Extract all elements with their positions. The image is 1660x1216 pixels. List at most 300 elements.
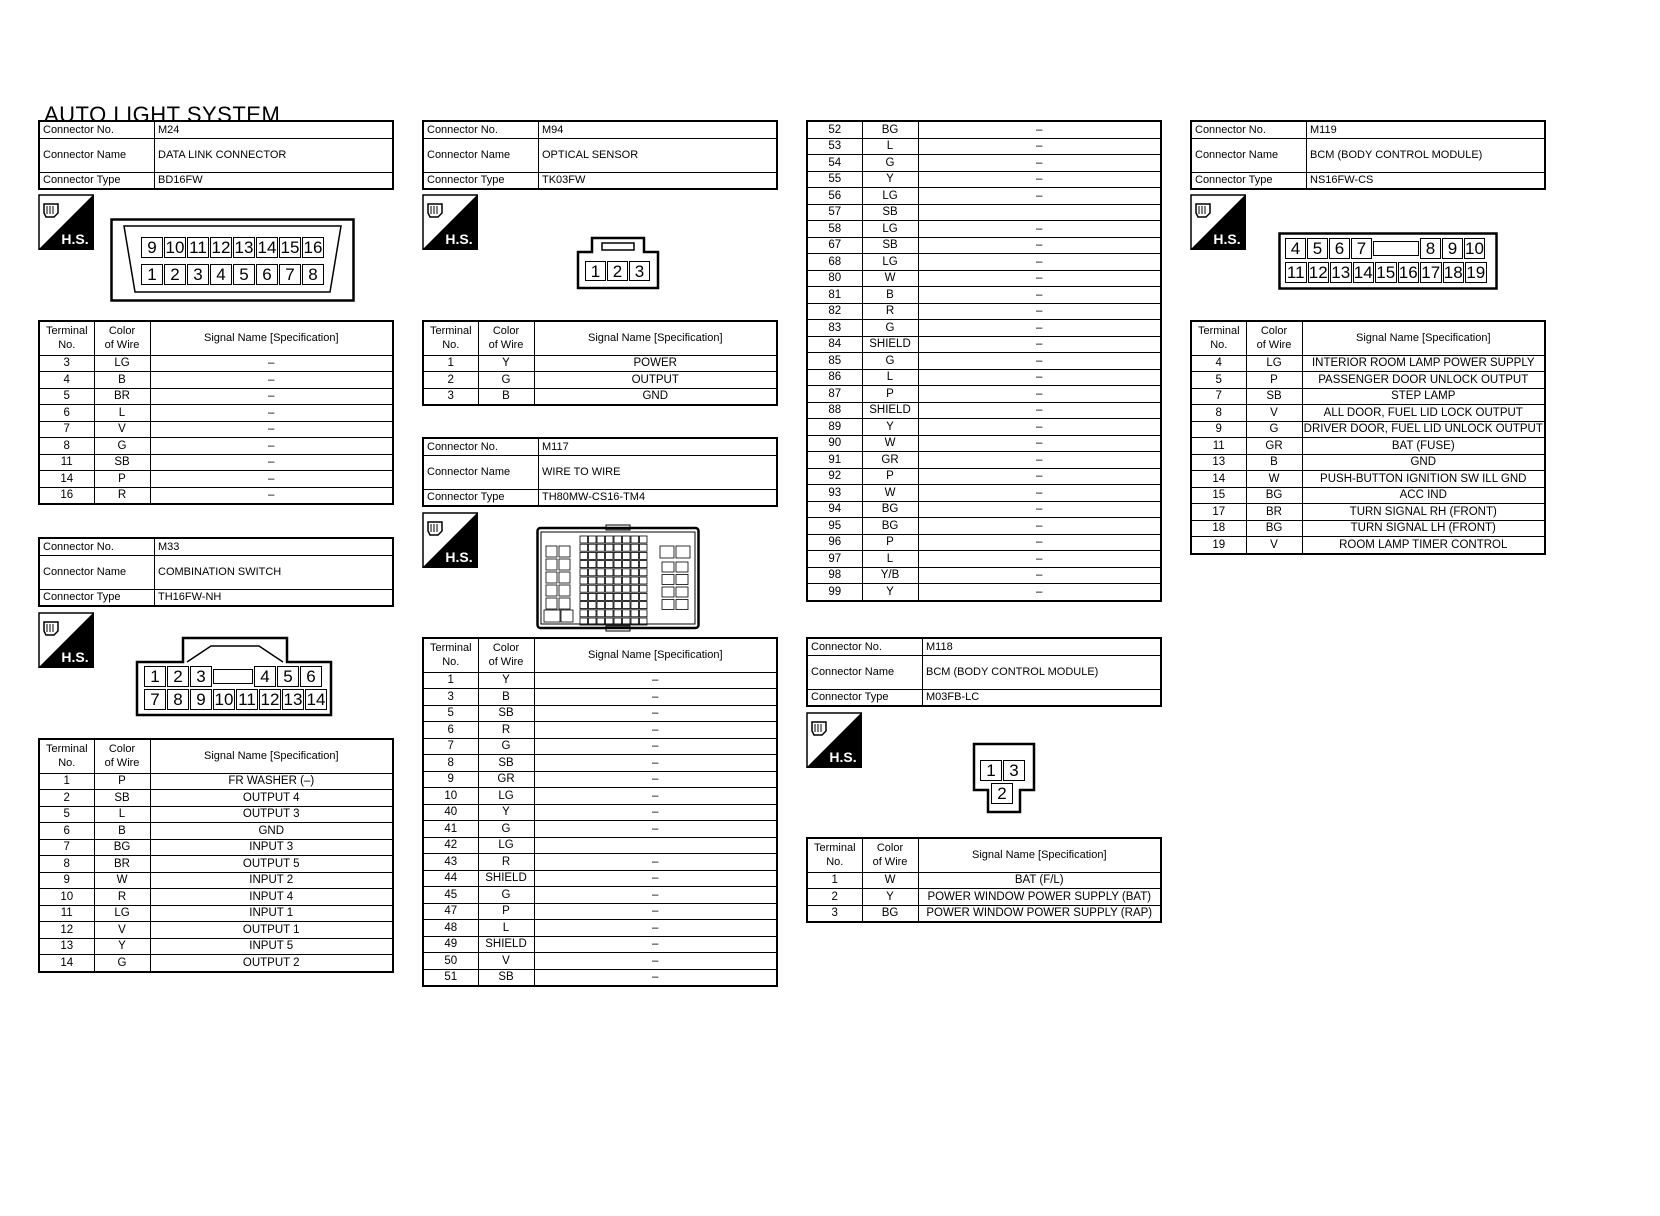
color-of-wire-header: Color of Wire	[94, 739, 150, 773]
table-row	[807, 121, 1161, 138]
wire-color-cell: BG	[862, 121, 918, 138]
signal-name-cell: OUTPUT 4	[150, 790, 393, 807]
signal-table-m24	[38, 320, 394, 505]
signal-name-cell: –	[918, 237, 1161, 254]
connector-cavity	[597, 585, 605, 592]
table-row	[1191, 388, 1545, 405]
wire-color-cell: W	[1246, 471, 1302, 488]
signal-name-cell: –	[534, 722, 777, 739]
terminal-no-cell: 8	[39, 856, 94, 873]
terminal-no-cell: 7	[1191, 388, 1246, 405]
signal-name-cell: POWER WINDOW POWER SUPPLY (BAT)	[918, 889, 1161, 906]
connector-pin: 1	[144, 666, 166, 687]
connector-cavity	[623, 552, 631, 559]
terminal-no-cell: 82	[807, 303, 862, 320]
signal-name-cell: –	[534, 771, 777, 788]
connector-cavity	[623, 593, 631, 600]
terminal-no-cell: 93	[807, 485, 862, 502]
terminal-no-cell: 55	[807, 171, 862, 188]
terminal-no-header: Terminal No.	[39, 739, 94, 773]
wire-color-cell: SHIELD	[478, 870, 534, 887]
terminal-no-cell: 51	[423, 969, 478, 986]
connector-pin: 3	[1003, 760, 1025, 781]
table-row	[39, 355, 393, 372]
connector-cavity	[580, 577, 588, 584]
signal-name-cell: OUTPUT	[534, 372, 777, 389]
table-row	[423, 722, 777, 739]
signal-name-cell: –	[918, 402, 1161, 419]
signal-name-header: Signal Name [Specification]	[918, 838, 1161, 872]
signal-name-cell: –	[534, 755, 777, 772]
connector-pin: 1	[585, 261, 606, 281]
terminal-no-cell: 85	[807, 353, 862, 370]
color-of-wire-header: Color of Wire	[478, 321, 534, 355]
connector-pin: 10	[1465, 239, 1484, 258]
table-row	[1191, 454, 1545, 471]
wire-color-cell: LG	[94, 355, 150, 372]
table-row	[423, 372, 777, 389]
connector-type-value: TH16FW-NH	[155, 589, 394, 606]
wire-color-cell: W	[862, 872, 918, 889]
connector-cavity	[559, 572, 570, 583]
connector-cavity	[580, 569, 588, 576]
terminal-no-cell: 17	[1191, 504, 1246, 521]
signal-name-header: Signal Name [Specification]	[150, 321, 393, 355]
connector-pin: 3	[629, 261, 650, 281]
connector-pin: 8	[167, 689, 189, 710]
connector-cavity	[662, 575, 674, 585]
connector-cavity	[580, 544, 588, 551]
connector-name-value: COMBINATION SWITCH	[155, 555, 394, 589]
signal-name-cell: POWER	[534, 355, 777, 372]
connector-pin: 9	[190, 689, 212, 710]
table-row	[39, 405, 393, 422]
connector-cavity	[580, 602, 588, 609]
table-row	[807, 320, 1161, 337]
wire-color-cell: R	[94, 487, 150, 504]
table-row	[807, 872, 1161, 889]
wire-color-cell: L	[94, 806, 150, 823]
wire-color-cell: V	[1246, 537, 1302, 554]
terminal-no-cell: 54	[807, 155, 862, 172]
terminal-no-cell: 58	[807, 221, 862, 238]
signal-name-cell: –	[534, 689, 777, 706]
table-row	[807, 221, 1161, 238]
connector-pin: 8	[1420, 238, 1441, 259]
signal-name-cell: –	[918, 188, 1161, 205]
signal-name-cell: –	[534, 854, 777, 871]
signal-name-header: Signal Name [Specification]	[150, 739, 393, 773]
connector-pin: 14	[257, 238, 277, 257]
table-row	[423, 689, 777, 706]
table-row	[807, 336, 1161, 353]
connector-pin: 15	[280, 238, 300, 257]
signal-name-cell: –	[534, 804, 777, 821]
connector-cavity	[606, 585, 614, 592]
connector-cavity	[589, 544, 597, 551]
connector-cavity	[676, 546, 690, 558]
table-row	[39, 922, 393, 939]
connector-cavity	[597, 610, 605, 617]
connector-cavity	[640, 561, 648, 568]
wire-color-cell: LG	[478, 788, 534, 805]
wire-color-cell: SB	[862, 237, 918, 254]
signal-name-cell: –	[534, 936, 777, 953]
wire-color-cell: LG	[1246, 355, 1302, 372]
wire-color-cell: P	[478, 903, 534, 920]
table-row	[423, 755, 777, 772]
connector-pin: 4	[1285, 238, 1306, 259]
connector-cavity	[623, 585, 631, 592]
signal-name-cell: –	[918, 369, 1161, 386]
terminal-no-cell: 15	[1191, 487, 1246, 504]
pin-face-m24	[141, 237, 325, 287]
signal-name-cell: –	[918, 419, 1161, 436]
connector-cavity	[640, 544, 648, 551]
signal-name-cell: –	[150, 454, 393, 471]
table-row	[39, 454, 393, 471]
connector-cavity	[606, 536, 614, 543]
connector-pin: 11	[187, 237, 209, 258]
hs-label: H.S.	[1213, 231, 1241, 247]
signal-name-cell: –	[918, 138, 1161, 155]
terminal-no-cell: 6	[423, 722, 478, 739]
connector-no-label: Connector No.	[39, 538, 155, 555]
connector-cavity	[580, 593, 588, 600]
connector-pin: 6	[300, 666, 322, 687]
wire-color-cell: L	[94, 405, 150, 422]
terminal-no-cell: 44	[423, 870, 478, 887]
table-row	[807, 270, 1161, 287]
wire-color-cell: SB	[478, 705, 534, 722]
terminal-no-cell: 7	[39, 839, 94, 856]
signal-name-cell	[534, 837, 777, 854]
signal-name-cell: –	[534, 920, 777, 937]
signal-name-cell: ROOM LAMP TIMER CONTROL	[1302, 537, 1545, 554]
terminal-no-cell: 12	[39, 922, 94, 939]
wire-color-cell: P	[94, 773, 150, 790]
connector-pin: 6	[256, 264, 278, 285]
wire-color-cell: G	[478, 738, 534, 755]
connector-no-value: M33	[155, 538, 394, 555]
signal-name-cell: –	[150, 388, 393, 405]
signal-name-cell: –	[150, 405, 393, 422]
terminal-no-cell: 84	[807, 336, 862, 353]
wire-color-cell: V	[94, 421, 150, 438]
signal-name-cell: –	[918, 534, 1161, 551]
connector-pin: 15	[1376, 263, 1396, 282]
connector-cavity	[640, 577, 648, 584]
connector-pin: 10	[165, 238, 185, 257]
hs-label: H.S.	[61, 231, 89, 247]
color-of-wire-header: Color of Wire	[1246, 321, 1302, 355]
signal-name-cell: –	[534, 969, 777, 986]
terminal-no-header: Terminal No.	[423, 638, 478, 672]
harness-side-icon	[422, 512, 478, 568]
connector-cavity	[676, 575, 688, 585]
connector-cavity	[631, 552, 639, 559]
table-row	[807, 435, 1161, 452]
signal-name-cell: ALL DOOR, FUEL LID LOCK OUTPUT	[1302, 405, 1545, 422]
table-row	[807, 155, 1161, 172]
wire-color-cell: LG	[862, 254, 918, 271]
wire-color-cell: L	[862, 369, 918, 386]
signal-name-cell: –	[918, 121, 1161, 138]
terminal-no-cell: 56	[807, 188, 862, 205]
wire-color-cell: Y	[862, 584, 918, 601]
signal-table-m118	[806, 837, 1162, 923]
connector-cavity	[614, 561, 622, 568]
connector-no-value: M117	[539, 438, 778, 455]
signal-name-cell: INPUT 1	[150, 905, 393, 922]
signal-name-cell: –	[918, 171, 1161, 188]
terminal-no-cell: 57	[807, 204, 862, 221]
table-row	[423, 969, 777, 986]
signal-name-cell: –	[918, 452, 1161, 469]
table-row	[423, 870, 777, 887]
connector-cavity	[614, 585, 622, 592]
terminal-no-cell: 47	[423, 903, 478, 920]
connector-cavity	[606, 593, 614, 600]
connector-cavity	[614, 536, 622, 543]
signal-name-cell: BAT (FUSE)	[1302, 438, 1545, 455]
pin-face-m33	[144, 666, 326, 712]
terminal-no-cell: 40	[423, 804, 478, 821]
table-row	[807, 287, 1161, 304]
table-row	[807, 567, 1161, 584]
terminal-no-cell: 14	[39, 955, 94, 972]
wire-color-cell: B	[478, 689, 534, 706]
table-row	[807, 353, 1161, 370]
signal-name-cell: PUSH-BUTTON IGNITION SW ILL GND	[1302, 471, 1545, 488]
terminal-no-header: Terminal No.	[423, 321, 478, 355]
connector-cavity	[640, 536, 648, 543]
pin-face-m94	[585, 261, 651, 281]
connector-cavity	[580, 536, 588, 543]
connector-pin: 2	[607, 261, 628, 281]
connector-cavity	[597, 544, 605, 551]
wire-color-cell: G	[1246, 421, 1302, 438]
signal-name-cell: –	[150, 471, 393, 488]
hs-label: H.S.	[829, 749, 857, 765]
connector-type-label: Connector Type	[1191, 172, 1307, 189]
connector-pin: 10	[214, 690, 234, 709]
terminal-no-cell: 91	[807, 452, 862, 469]
terminal-no-cell: 8	[1191, 405, 1246, 422]
connector-cavity	[640, 552, 648, 559]
wire-color-cell: SB	[478, 969, 534, 986]
terminal-no-cell: 89	[807, 419, 862, 436]
wire-color-cell: SB	[1246, 388, 1302, 405]
terminal-no-cell: 67	[807, 237, 862, 254]
connector-name-value: BCM (BODY CONTROL MODULE)	[923, 655, 1162, 689]
connector-cavity	[623, 561, 631, 568]
connector-cavity	[640, 610, 648, 617]
terminal-no-cell: 83	[807, 320, 862, 337]
connector-name-label: Connector Name	[1191, 138, 1307, 172]
connector-cavity	[597, 593, 605, 600]
connector-cavity	[561, 610, 573, 622]
signal-name-cell: INTERIOR ROOM LAMP POWER SUPPLY	[1302, 355, 1545, 372]
signal-name-cell: DRIVER DOOR, FUEL LID UNLOCK OUTPUT	[1302, 421, 1545, 438]
connector-pin: 4	[254, 666, 276, 687]
terminal-no-cell: 10	[423, 788, 478, 805]
signal-name-cell: TURN SIGNAL LH (FRONT)	[1302, 520, 1545, 537]
table-row	[1191, 438, 1545, 455]
signal-name-cell: –	[918, 567, 1161, 584]
signal-name-cell: –	[534, 953, 777, 970]
connector-pin: 13	[234, 238, 254, 257]
harness-side-icon	[422, 194, 478, 250]
signal-name-cell: –	[534, 903, 777, 920]
harness-side-icon	[1190, 194, 1246, 250]
connector-cavity	[623, 569, 631, 576]
signal-name-cell: –	[534, 738, 777, 755]
connector-cavity	[623, 544, 631, 551]
connector-type-label: Connector Type	[807, 689, 923, 706]
connector-name-value: BCM (BODY CONTROL MODULE)	[1307, 138, 1546, 172]
connector-cavity	[662, 587, 674, 597]
harness-side-icon	[38, 194, 94, 250]
terminal-no-cell: 16	[39, 487, 94, 504]
table-row	[807, 303, 1161, 320]
terminal-no-cell: 88	[807, 402, 862, 419]
table-row	[807, 501, 1161, 518]
wire-color-cell: R	[478, 854, 534, 871]
terminal-no-cell: 7	[423, 738, 478, 755]
connector-cavity	[589, 593, 597, 600]
connector-cavity	[631, 561, 639, 568]
table-row	[807, 419, 1161, 436]
connector-cavity	[614, 544, 622, 551]
connector-name-label: Connector Name	[423, 455, 539, 489]
connector-cavity	[597, 561, 605, 568]
table-row	[39, 872, 393, 889]
terminal-no-cell: 7	[39, 421, 94, 438]
signal-name-cell: –	[918, 221, 1161, 238]
connector-cavity	[623, 610, 631, 617]
connector-cavity	[597, 536, 605, 543]
signal-name-cell: –	[918, 336, 1161, 353]
wire-color-cell: P	[862, 468, 918, 485]
connector-cavity	[597, 577, 605, 584]
signal-name-cell: OUTPUT 5	[150, 856, 393, 873]
signal-name-cell: –	[918, 435, 1161, 452]
terminal-no-cell: 43	[423, 854, 478, 871]
connector-cavity	[580, 561, 588, 568]
table-row	[807, 402, 1161, 419]
connector-pin: 9	[1442, 238, 1463, 259]
connector-pin: 5	[233, 264, 255, 285]
wire-color-cell: SB	[478, 755, 534, 772]
connector-pin: 8	[302, 264, 324, 285]
terminal-no-cell: 52	[807, 121, 862, 138]
signal-name-cell: –	[534, 870, 777, 887]
signal-name-cell: OUTPUT 3	[150, 806, 393, 823]
signal-name-cell: STEP LAMP	[1302, 388, 1545, 405]
table-row	[807, 452, 1161, 469]
signal-name-header: Signal Name [Specification]	[1302, 321, 1545, 355]
table-row	[423, 788, 777, 805]
terminal-no-cell: 48	[423, 920, 478, 937]
wire-color-cell: B	[94, 372, 150, 389]
wire-color-cell: G	[478, 372, 534, 389]
connector-cavity	[662, 562, 674, 572]
wire-color-cell: Y	[862, 889, 918, 906]
wire-color-cell: W	[862, 270, 918, 287]
wire-color-cell: P	[1246, 372, 1302, 389]
connector-pin: 13	[283, 690, 303, 709]
signal-name-cell: GND	[534, 388, 777, 405]
wire-color-cell: L	[862, 138, 918, 155]
terminal-no-cell: 87	[807, 386, 862, 403]
terminal-no-cell: 97	[807, 551, 862, 568]
connector-pin: 16	[1398, 263, 1418, 282]
table-row	[423, 837, 777, 854]
connector-cavity	[606, 602, 614, 609]
wire-color-cell: SHIELD	[862, 402, 918, 419]
table-row	[423, 903, 777, 920]
connector-cavity	[589, 602, 597, 609]
connector-pin: 19	[1466, 263, 1486, 282]
connector-type-value: M03FB-LC	[923, 689, 1162, 706]
signal-table-m117-continued	[806, 120, 1162, 602]
harness-side-icon	[38, 612, 94, 668]
connector-pin: 14	[1353, 263, 1373, 282]
connector-name-value: OPTICAL SENSOR	[539, 138, 778, 172]
connector-cavity	[623, 536, 631, 543]
wire-color-cell: R	[478, 722, 534, 739]
table-row	[423, 887, 777, 904]
wire-color-cell: G	[94, 438, 150, 455]
table-row	[39, 806, 393, 823]
table-row	[807, 534, 1161, 551]
connector-pin: 3	[187, 264, 209, 285]
connector-type-label: Connector Type	[39, 172, 155, 189]
connector-no-value: M118	[923, 638, 1162, 655]
harness-side-icon	[806, 712, 862, 768]
table-row	[39, 471, 393, 488]
connector-pin: 1	[141, 264, 163, 285]
connector-pin: 11	[1286, 263, 1305, 282]
wire-color-cell: BR	[1246, 504, 1302, 521]
terminal-no-cell: 2	[807, 889, 862, 906]
signal-name-cell: –	[918, 155, 1161, 172]
connector-info-m24	[38, 120, 394, 190]
wire-color-cell: BR	[94, 388, 150, 405]
table-row	[39, 421, 393, 438]
table-row	[423, 355, 777, 372]
wire-color-cell: Y/B	[862, 567, 918, 584]
terminal-no-cell: 90	[807, 435, 862, 452]
terminal-no-cell: 98	[807, 567, 862, 584]
table-row	[423, 738, 777, 755]
table-row	[807, 518, 1161, 535]
wire-color-cell: L	[862, 551, 918, 568]
connector-cavity	[623, 602, 631, 609]
connector-pin: 6	[1329, 238, 1350, 259]
wire-color-cell: V	[478, 953, 534, 970]
terminal-no-cell: 6	[39, 405, 94, 422]
table-row	[807, 204, 1161, 221]
connector-type-label: Connector Type	[423, 172, 539, 189]
connector-pin: 5	[277, 666, 299, 687]
signal-name-cell: –	[534, 887, 777, 904]
table-row	[807, 468, 1161, 485]
terminal-no-cell: 3	[423, 388, 478, 405]
connector-pin: 5	[1307, 238, 1328, 259]
connector-cavity	[631, 585, 639, 592]
